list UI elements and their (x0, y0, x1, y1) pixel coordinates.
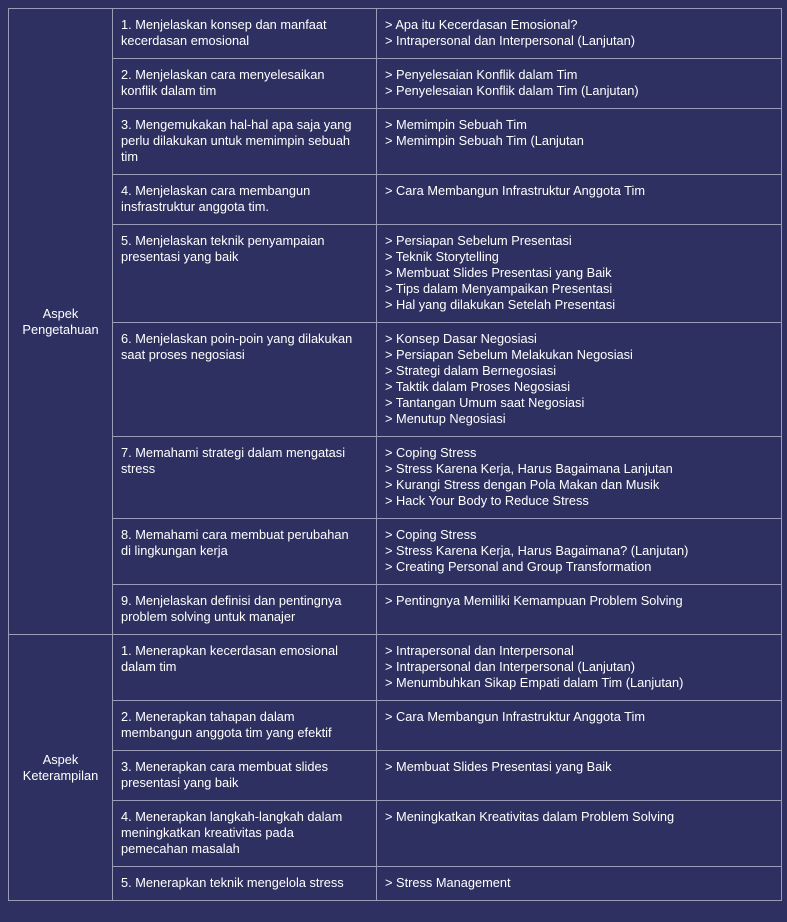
topics-cell (377, 175, 782, 225)
table-row (9, 9, 782, 59)
topics-cell (377, 323, 782, 437)
topic-item: > Cara Membangun Infrastruktur Anggota Tim (385, 709, 645, 724)
topics-cell (377, 701, 782, 751)
objective-cell (113, 59, 377, 109)
topic-item: > Tantangan Umum saat Negosiasi (385, 395, 585, 410)
objective-cell (113, 585, 377, 635)
objective-text-line: meningkatkan kreativitas pada (121, 825, 294, 840)
objective-cell (113, 867, 377, 901)
topic-item: > Menumbuhkan Sikap Empati dalam Tim (Lanjutan) (385, 675, 684, 690)
objective-cell (113, 635, 377, 701)
objective-cell (113, 751, 377, 801)
topic-item: > Hack Your Body to Reduce Stress (385, 493, 589, 508)
table-row (9, 59, 782, 109)
topic-item: > Penyelesaian Konflik dalam Tim (385, 67, 578, 82)
topics-cell (377, 867, 782, 901)
topics-cell (377, 801, 782, 867)
topic-item: > Strategi dalam Bernegosiasi (385, 363, 557, 378)
topics-cell (377, 59, 782, 109)
objective-text-line: 3. Menerapkan cara membuat slides (121, 759, 328, 774)
objective-text-line: 7. Memahami strategi dalam mengatasi (121, 445, 346, 460)
table-row (9, 437, 782, 519)
table-row (9, 635, 782, 701)
topic-item: > Membuat Slides Presentasi yang Baik (385, 265, 612, 280)
topic-item: > Persiapan Sebelum Presentasi (385, 233, 572, 248)
objective-cell (113, 323, 377, 437)
topic-item: > Menutup Negosiasi (385, 411, 506, 426)
table-row (9, 225, 782, 323)
objective-text-line: perlu dilakukan untuk memimpin sebuah (121, 133, 351, 148)
objective-text-line: 8. Memahami cara membuat perubahan (121, 527, 349, 542)
topic-item: > Pentingnya Memiliki Kemampuan Problem Solving (385, 593, 683, 608)
objective-text-line: konflik dalam tim (121, 83, 217, 98)
topics-cell (377, 225, 782, 323)
topic-item: > Intrapersonal dan Interpersonal (Lanjutan) (385, 33, 636, 48)
topics-cell (377, 751, 782, 801)
topics-cell (377, 109, 782, 175)
objective-text-line: kecerdasan emosional (121, 33, 250, 48)
topic-item: > Cara Membangun Infrastruktur Anggota Tim (385, 183, 645, 198)
objective-text-line: 4. Menerapkan langkah-langkah dalam (121, 809, 343, 824)
table-row (9, 175, 782, 225)
objective-cell (113, 109, 377, 175)
objective-text-line: 2. Menerapkan tahapan dalam (121, 709, 295, 724)
objective-text-line: dalam tim (121, 659, 177, 674)
topic-item: > Meningkatkan Kreativitas dalam Problem Solving (385, 809, 675, 824)
table-row (9, 751, 782, 801)
topic-item: > Teknik Storytelling (385, 249, 499, 264)
topic-item: > Konsep Dasar Negosiasi (385, 331, 537, 346)
topic-item: > Coping Stress (385, 445, 477, 460)
aspect-label-line: Aspek (42, 305, 79, 321)
topic-item: > Membuat Slides Presentasi yang Baik (385, 759, 612, 774)
topic-item: > Memimpin Sebuah Tim (Lanjutan (385, 133, 584, 148)
objective-text-line: insfrastruktur anggota tim. (121, 199, 269, 214)
aspect-label-line: Keterampilan (22, 767, 99, 783)
objective-text-line: 3. Mengemukakan hal-hal apa saja yang (121, 117, 352, 132)
objective-text-line: saat proses negosiasi (121, 347, 245, 362)
objective-cell (113, 175, 377, 225)
table-row (9, 585, 782, 635)
objective-text-line: 2. Menjelaskan cara menyelesaikan (121, 67, 325, 82)
objective-text-line: 4. Menjelaskan cara membangun (121, 183, 311, 198)
aspect-cell (9, 9, 113, 635)
curriculum-table-body (9, 9, 782, 901)
topic-item: > Stress Management (385, 875, 511, 890)
topic-item: > Creating Personal and Group Transformation (385, 559, 652, 574)
topic-item: > Stress Karena Kerja, Harus Bagaimana Lanjutan (385, 461, 673, 476)
topic-item: > Intrapersonal dan Interpersonal (Lanjutan) (385, 659, 636, 674)
topics-cell (377, 437, 782, 519)
topic-item: > Taktik dalam Proses Negosiasi (385, 379, 571, 394)
table-row (9, 109, 782, 175)
objective-text-line: 1. Menjelaskan konsep dan manfaat (121, 17, 327, 32)
topic-item: > Intrapersonal dan Interpersonal (385, 643, 574, 658)
table-row (9, 519, 782, 585)
topics-cell (377, 519, 782, 585)
table-row (9, 867, 782, 901)
topic-item: > Apa itu Kecerdasan Emosional? (385, 17, 578, 32)
aspect-cell (9, 635, 113, 901)
objective-cell (113, 801, 377, 867)
objective-cell (113, 519, 377, 585)
table-row (9, 323, 782, 437)
topic-item: > Tips dalam Menyampaikan Presentasi (385, 281, 613, 296)
objective-cell (113, 225, 377, 323)
objective-text-line: 9. Menjelaskan definisi dan pentingnya (121, 593, 342, 608)
topic-item: > Penyelesaian Konflik dalam Tim (Lanjutan) (385, 83, 639, 98)
aspect-label-line: Aspek (42, 751, 79, 767)
topic-item: > Coping Stress (385, 527, 477, 542)
topic-item: > Kurangi Stress dengan Pola Makan dan Musik (385, 477, 660, 492)
objective-text-line: problem solving untuk manajer (121, 609, 296, 624)
topic-item: > Memimpin Sebuah Tim (385, 117, 527, 132)
topic-item: > Stress Karena Kerja, Harus Bagaimana? (Lanjutan) (385, 543, 689, 558)
topics-cell (377, 9, 782, 59)
objective-text-line: stress (121, 461, 156, 476)
curriculum-table (8, 8, 782, 901)
topics-cell (377, 635, 782, 701)
aspect-label-line: Pengetahuan (22, 321, 99, 337)
objective-text-line: 5. Menjelaskan teknik penyampaian (121, 233, 325, 248)
topic-item: > Hal yang dilakukan Setelah Presentasi (385, 297, 616, 312)
objective-text-line: di lingkungan kerja (121, 543, 228, 558)
objective-text-line: 5. Menerapkan teknik mengelola stress (121, 875, 344, 890)
objective-cell (113, 701, 377, 751)
objective-text-line: 6. Menjelaskan poin-poin yang dilakukan (121, 331, 353, 346)
topic-item: > Persiapan Sebelum Melakukan Negosiasi (385, 347, 633, 362)
objective-text-line: membangun anggota tim yang efektif (121, 725, 332, 740)
objective-text-line: tim (121, 149, 139, 164)
table-row (9, 701, 782, 751)
objective-cell (113, 437, 377, 519)
objective-cell (113, 9, 377, 59)
objective-text-line: presentasi yang baik (121, 775, 239, 790)
objective-text-line: presentasi yang baik (121, 249, 239, 264)
objective-text-line: pemecahan masalah (121, 841, 240, 856)
table-row (9, 801, 782, 867)
topics-cell (377, 585, 782, 635)
objective-text-line: 1. Menerapkan kecerdasan emosional (121, 643, 338, 658)
